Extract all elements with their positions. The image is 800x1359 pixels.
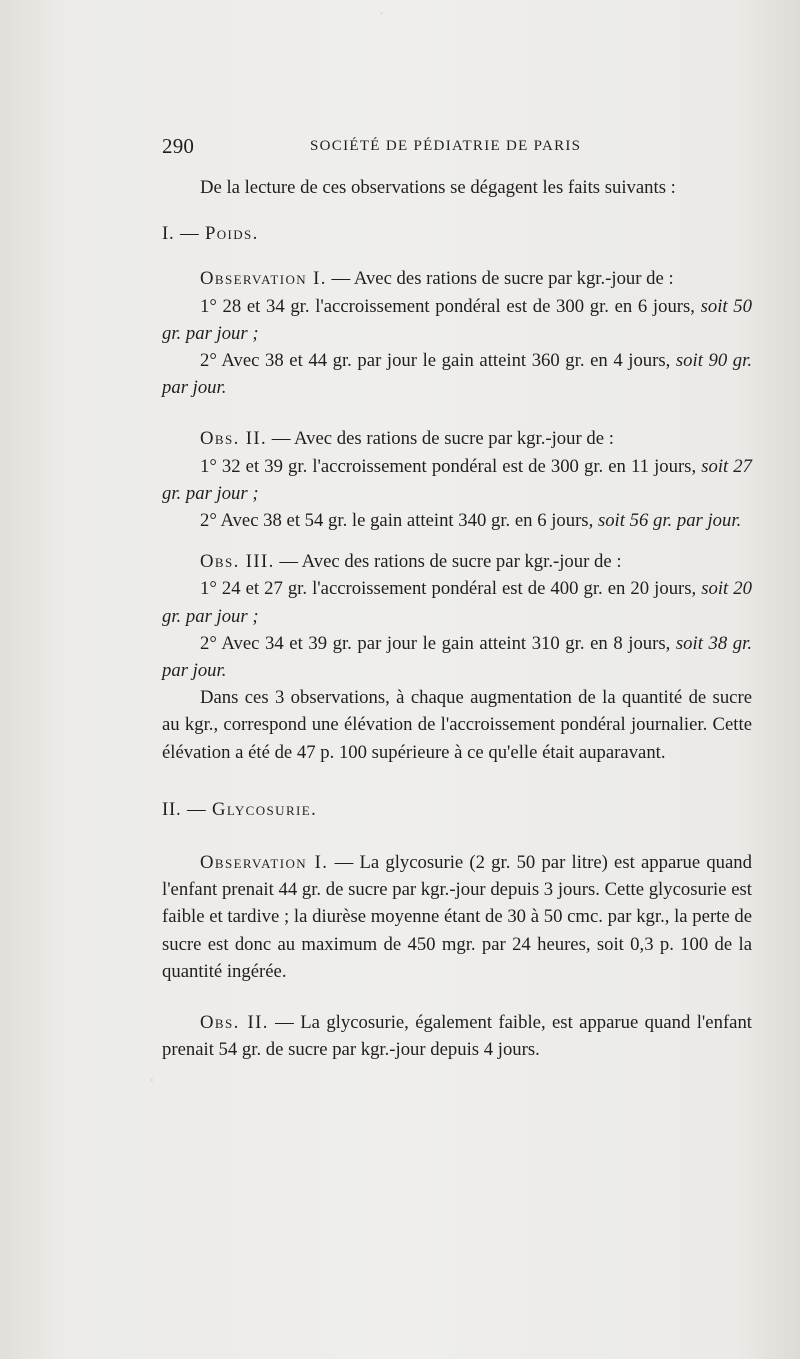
- glycosurie-observation-1: [162, 849, 752, 985]
- item-text: 2° Avec 38 et 44 gr. par jour le gain atteint 360 gr. en 4 jours,: [200, 350, 676, 372]
- observation-label: Obs. III.: [200, 551, 275, 573]
- observation-text: — La glycosurie, également faible, est apparue quand l'enfant prenait 54 gr. de sucre par kgr.-jour depuis 4 jours.: [162, 1012, 752, 1061]
- observation-text: — Avec des rations de sucre par kgr.-jour de :: [274, 551, 622, 573]
- section-heading-glycosurie: [162, 796, 752, 823]
- page-number: 290: [162, 134, 195, 158]
- page-header: [162, 134, 614, 160]
- observation-text: — La glycosurie (2 gr. 50 par litre) est apparue quand l'enfant prenait 44 gr. de sucre par kgr.-jour depuis 3 jours. Cette glycosurie est faible et tardive ; la diurèse moyenne étant de 30 à 50 cmc. par kgr., la perte de sucre est donc au maximum de 450 mgr. par 24 heures, soit 0,3 p. 100 de la quantité ingérée.: [162, 852, 752, 982]
- item-text: 2° Avec 34 et 39 gr. par jour le gain atteint 310 gr. en 8 jours,: [200, 632, 676, 654]
- observation-label: Obs. II.: [200, 428, 268, 450]
- item-text: 2° Avec 38 et 54 gr. le gain atteint 340 gr. en 6 jours,: [200, 510, 598, 532]
- item-text: 1° 28 et 34 gr. l'accroissement pondéral est de 300 gr. en 6 jours,: [200, 295, 701, 317]
- item-emphasis: soit 56 gr. par jour.: [597, 510, 742, 532]
- glycosurie-observation-2: [162, 1009, 752, 1063]
- observation-2-item-1: [162, 453, 752, 507]
- observation-1-item-1: [162, 293, 752, 347]
- observation-3-item-2: [162, 630, 752, 684]
- section-number: II. —: [162, 798, 212, 820]
- observation-label: Observation I.: [200, 852, 329, 874]
- observation-1-intro: [162, 265, 752, 292]
- observation-label: Obs. II.: [200, 1012, 269, 1034]
- observation-3-intro: [162, 548, 752, 575]
- section-heading-poids: [162, 220, 752, 247]
- item-text: 1° 24 et 27 gr. l'accroissement pondéral est de 400 gr. en 20 jours,: [200, 578, 702, 600]
- paper-spot: [150, 1078, 153, 1082]
- observation-2-item-2: [162, 507, 752, 534]
- section-title: Poids.: [204, 223, 259, 245]
- observation-text: — Avec des rations de sucre par kgr.-jour de :: [267, 428, 614, 450]
- item-emphasis: soit 27 gr. par jour ;: [162, 455, 752, 504]
- section-number: I. —: [162, 223, 205, 245]
- intro-paragraph: De la lecture de ces observations se dégagent les faits suivants :: [200, 177, 676, 198]
- paper-spot: [380, 12, 383, 15]
- item-text: 1° 32 et 39 gr. l'accroissement pondéral est de 300 gr. en 11 jours,: [200, 455, 702, 477]
- section-title: Glycosurie.: [211, 798, 318, 820]
- conclusion-paragraph: Dans ces 3 observations, à chaque augmentation de la quantité de sucre au kgr., correspond une élévation de l'accroissement pondéral journalier. Cette élévation a été de 47 p. 100 supérieure à ce qu'elle était auparavant.: [162, 687, 752, 763]
- item-emphasis: soit 20 gr. par jour ;: [162, 578, 752, 627]
- observation-1-item-2: [162, 347, 752, 401]
- observation-text: — Avec des rations de sucre par kgr.-jour de :: [326, 268, 674, 290]
- observation-3-item-1: [162, 575, 752, 629]
- article-body: [162, 174, 752, 1063]
- item-emphasis: soit 50 gr. par jour ;: [162, 295, 752, 344]
- item-emphasis: soit 90 gr. par jour.: [162, 350, 752, 399]
- item-emphasis: soit 38 gr. par jour.: [162, 632, 752, 682]
- running-title: SOCIÉTÉ DE PÉDIATRIE DE PARIS: [310, 138, 582, 154]
- observation-2-intro: [162, 425, 752, 452]
- observation-label: Observation I.: [200, 268, 327, 290]
